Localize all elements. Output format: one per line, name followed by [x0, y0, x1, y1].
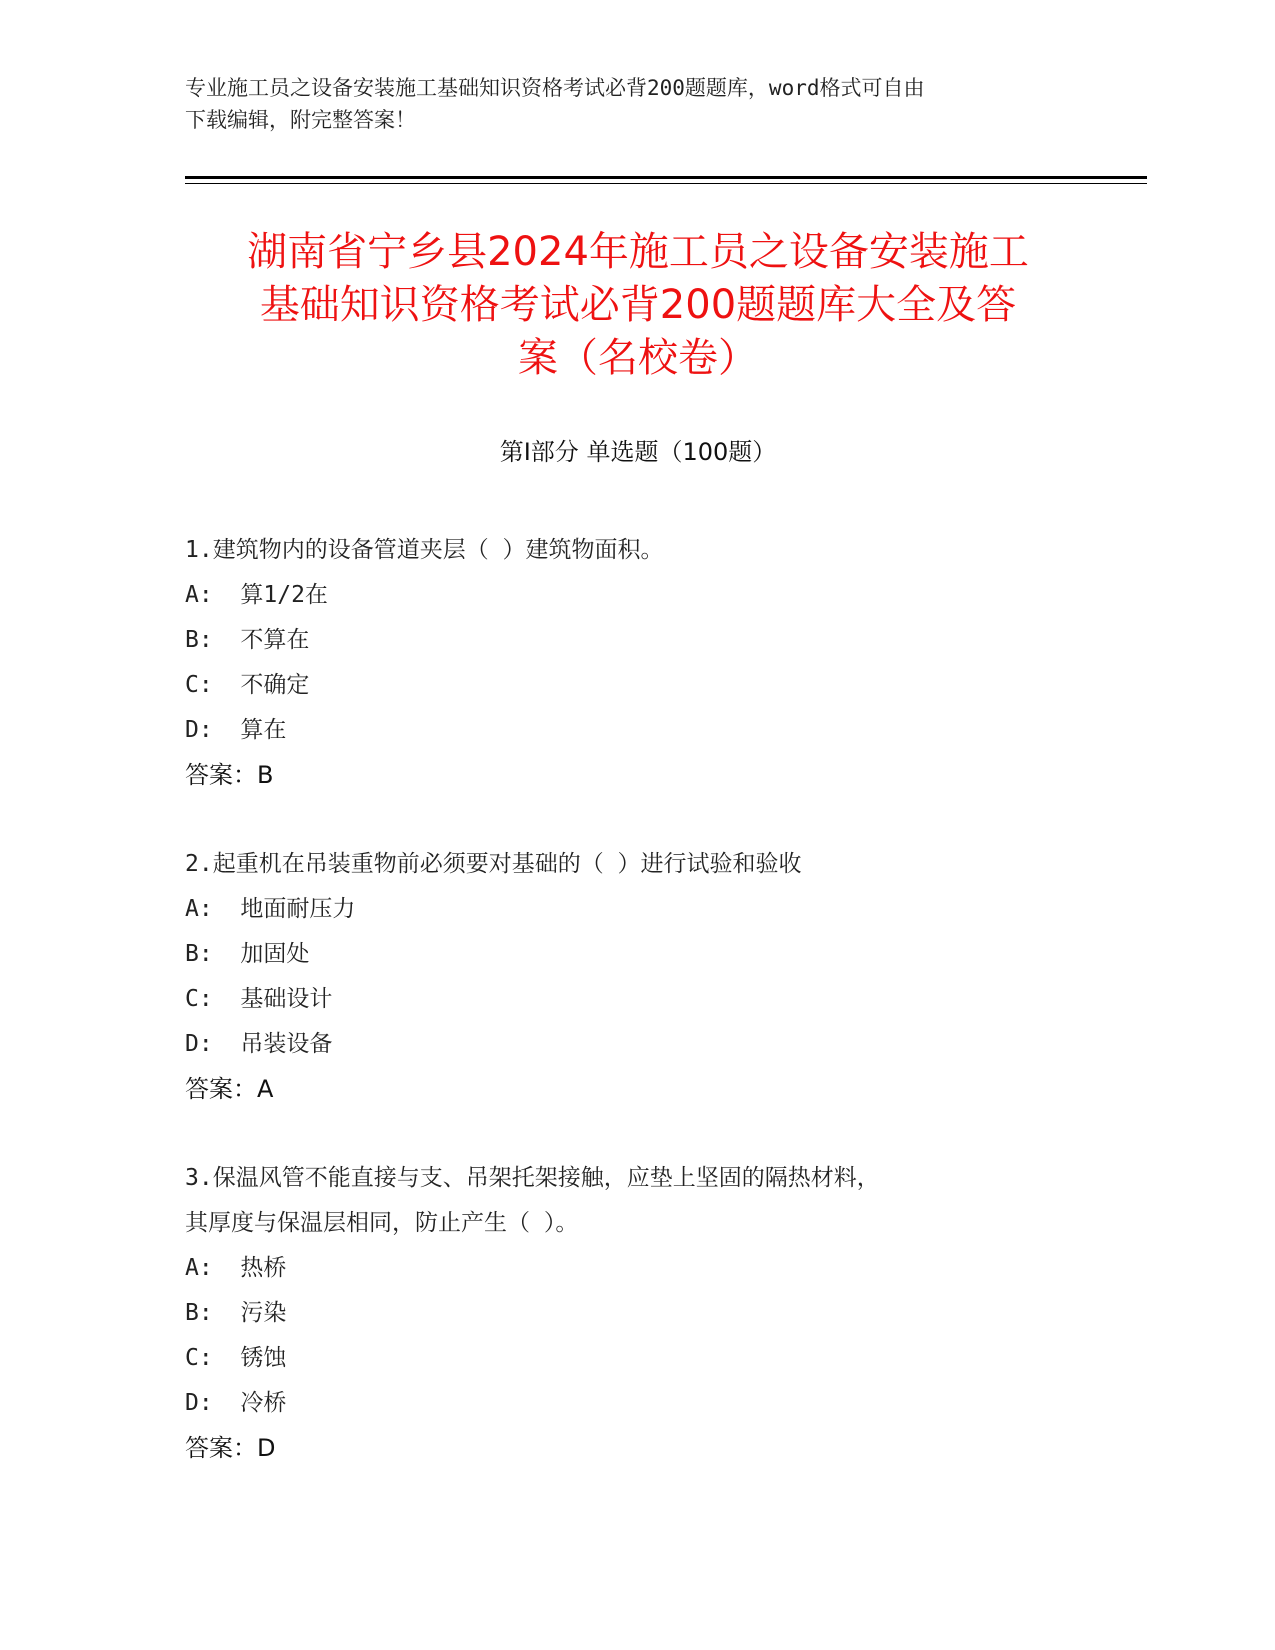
question-item — [185, 528, 1091, 798]
option-a: A: 热桥 — [185, 1255, 287, 1281]
option-b: B: 污染 — [185, 1300, 287, 1326]
option-d: D: 吊装设备 — [185, 1031, 333, 1057]
header-note-line: 下载编辑，附完整答案！ — [185, 108, 416, 132]
title-line: 湖南省宁乡县2024年施工员之设备安装施工 — [247, 229, 1029, 275]
title-line: 案（名校卷） — [518, 335, 758, 381]
header-divider-thick — [185, 176, 1147, 179]
option-a: A: 算1/2在 — [185, 582, 328, 608]
answer-line: 答案：B — [185, 761, 274, 789]
question-stem-continued: 其厚度与保温层相同，防止产生（ ）。 — [185, 1210, 579, 1236]
title-line: 基础知识资格考试必背200题题库大全及答 — [259, 282, 1017, 328]
question-stem: 2.起重机在吊装重物前必须要对基础的（ ）进行试验和验收 — [185, 851, 802, 877]
section-heading: 第Ⅰ部分 单选题（100题） — [499, 438, 777, 466]
option-a: A: 地面耐压力 — [185, 896, 356, 922]
option-d: D: 算在 — [185, 717, 287, 743]
document-title — [175, 226, 1101, 385]
option-c: C: 基础设计 — [185, 986, 333, 1012]
header-note — [185, 72, 1065, 136]
question-item — [185, 1156, 1091, 1471]
question-list — [185, 528, 1091, 1515]
header-divider-thin — [185, 183, 1147, 184]
option-c: C: 锈蚀 — [185, 1345, 287, 1371]
answer-line: 答案：D — [185, 1434, 276, 1462]
question-stem: 3.保温风管不能直接与支、吊架托架接触，应垫上坚固的隔热材料， — [185, 1165, 880, 1191]
option-d: D: 冷桥 — [185, 1390, 287, 1416]
option-c: C: 不确定 — [185, 672, 310, 698]
question-stem: 1.建筑物内的设备管道夹层（ ）建筑物面积。 — [185, 537, 664, 563]
header-note-line: 专业施工员之设备安装施工基础知识资格考试必背200题题库，word格式可自由 — [185, 76, 925, 100]
answer-line: 答案：A — [185, 1075, 274, 1103]
option-b: B: 不算在 — [185, 627, 310, 653]
option-b: B: 加固处 — [185, 941, 310, 967]
question-item — [185, 842, 1091, 1112]
